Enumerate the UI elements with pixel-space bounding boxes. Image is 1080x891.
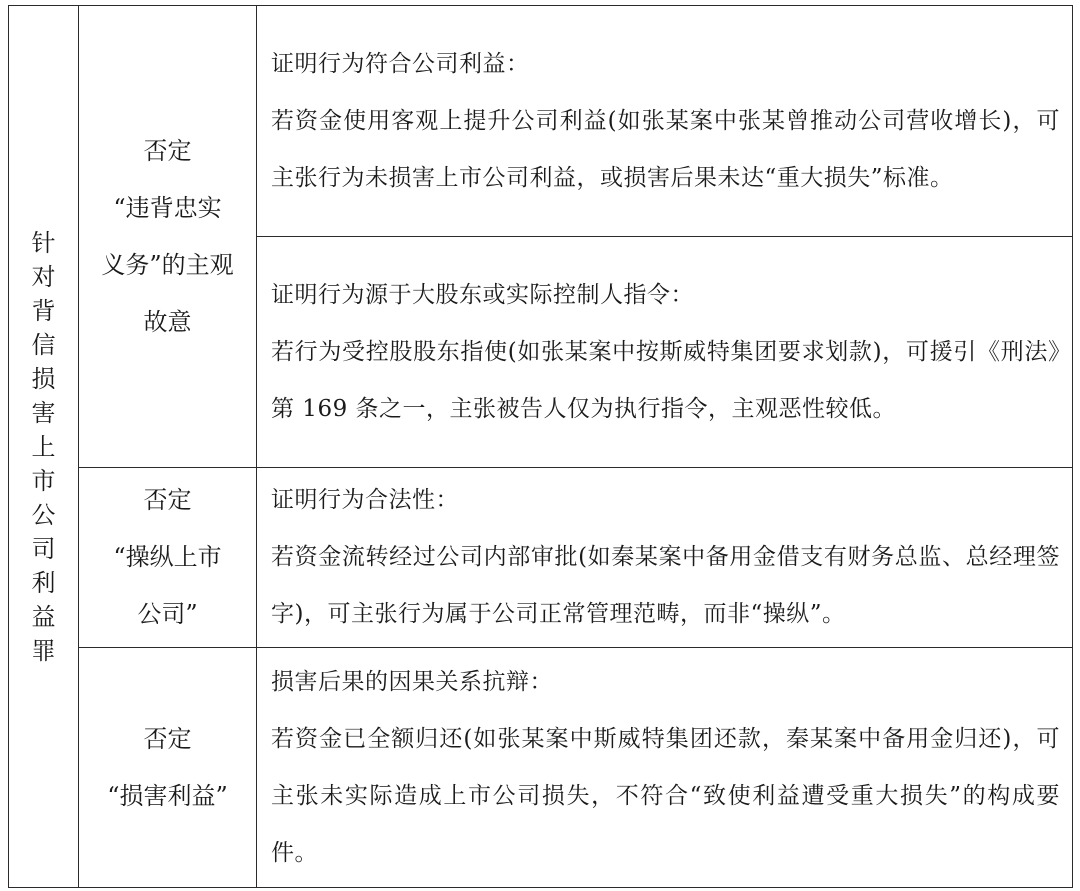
- defense-point-line: 公司”: [137, 600, 198, 628]
- table-row: [9, 648, 1073, 888]
- crime-label-char: 对: [31, 262, 56, 291]
- table-row: [9, 468, 1073, 648]
- defense-point-line: “损害利益”: [107, 781, 228, 810]
- defense-point-line: 否定: [143, 486, 192, 514]
- defense-point-line: 否定: [143, 724, 192, 753]
- crime-label-char: 信: [31, 330, 56, 359]
- defense-point-cell: [79, 468, 257, 648]
- strategy-cell: [257, 6, 1073, 237]
- crime-label-char: 损: [31, 364, 56, 393]
- defense-point-line: 否定: [143, 136, 192, 165]
- crime-label-char: 针: [31, 228, 56, 257]
- defense-point-line: “操纵上市: [113, 543, 222, 571]
- crime-label-char: 上: [31, 432, 56, 461]
- crime-label-char: 罪: [31, 636, 56, 665]
- crime-label-char: 市: [31, 466, 56, 495]
- defense-point-line: “违背忠实: [113, 193, 222, 222]
- crime-label-char: 司: [31, 534, 56, 563]
- crime-label-char: 背: [31, 296, 56, 325]
- defense-point-line: 故意: [143, 307, 192, 336]
- strategy-heading: 证明行为符合公司利益：: [271, 50, 530, 77]
- strategy-body: 若资金使用客观上提升公司利益(如张某案中张某曾推动公司营收增长)，可主张行为未损害上市公司利益，或损害后果未达“重大损失”标准。: [271, 107, 1060, 191]
- strategy-heading: 损害后果的因果关系抗辩：: [271, 668, 553, 695]
- crime-label-char: 害: [31, 398, 56, 427]
- strategy-heading: 证明行为合法性：: [271, 487, 459, 513]
- strategy-body: 若资金已全额归还(如张某案中斯威特集团还款，秦某案中备用金归还)，可主张未实际造成上市公司损失，不符合“致使利益遭受重大损失”的构成要件。: [271, 725, 1060, 866]
- defense-point-cell: [79, 648, 257, 888]
- crime-label-cell: [9, 6, 79, 888]
- crime-label-char: 利: [31, 568, 56, 597]
- strategy-heading: 证明行为源于大股东或实际控制人指令：: [271, 281, 694, 308]
- table-row: [9, 6, 1073, 237]
- strategy-cell: [257, 468, 1073, 648]
- defense-table: [8, 5, 1073, 888]
- defense-point-cell: [79, 6, 257, 468]
- defense-point-line: 义务”的主观: [101, 250, 234, 279]
- strategy-cell: [257, 237, 1073, 468]
- crime-label-char: 公: [31, 500, 56, 529]
- strategy-body: 若资金流转经过公司内部审批(如秦某案中备用金借支有财务总监、总经理签字)，可主张行为属于公司正常管理范畴，而非“操纵”。: [271, 544, 1060, 627]
- strategy-body: 若行为受控股股东指使(如张某案中按斯威特集团要求划款)，可援引《刑法》第 169 条之一，主张被告人仅为执行指令，主观恶性较低。: [271, 338, 1060, 422]
- crime-label-char: 益: [31, 602, 56, 631]
- strategy-cell: [257, 648, 1073, 888]
